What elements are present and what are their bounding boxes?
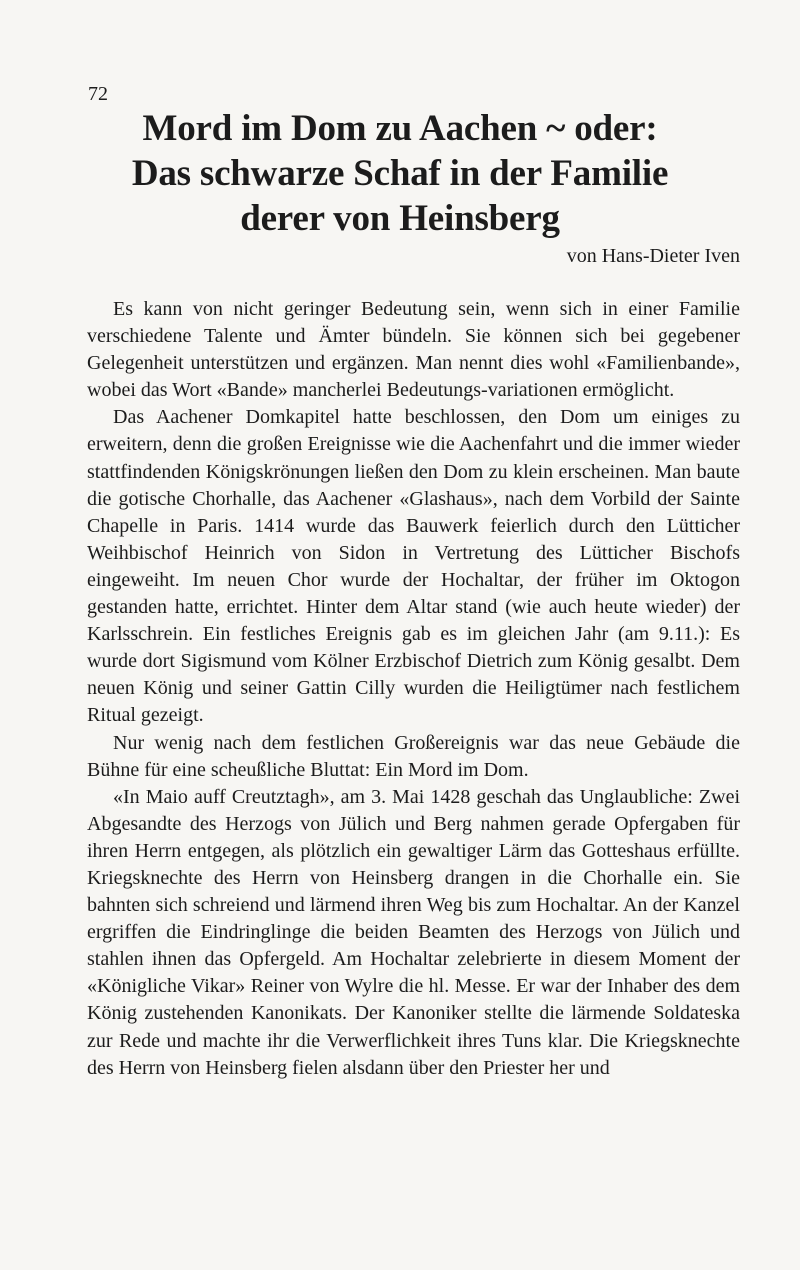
title-line-1: Mord im Dom zu Aachen ~ oder: xyxy=(142,108,658,149)
article-body xyxy=(87,296,740,1082)
article-title xyxy=(80,106,720,241)
paragraph-4: «In Maio auff Creutztagh», am 3. Mai 1428 geschah das Unglaubliche: Zwei Abgesandte des Herzogs von Jülich und Berg nahmen gerade Opfergaben für ihren Herrn entgegen, als plötzlich ein gewaltiger Lärm das Gotteshaus erfüllte. Kriegsknechte des Herrn von Heinsberg drangen in die Chorhalle ein. Sie bahnten sich schreiend und lärmend ihren Weg bis zum Hochaltar. An der Kanzel ergriffen die Eindringlinge die beiden Beamten des Herzogs von Jülich und stahlen ihnen das Opfergeld. Am Hochaltar zelebrierte in diesem Moment der «Königliche Vikar» Reiner von Wylre die hl. Messe. Er war der Inhaber des dem König zustehenden Kanonikats. Der Kanoniker stellte die lärmende Soldateska zur Rede und machte ihr die Verwerflichkeit ihres Tuns klar. Die Kriegsknechte des Herrn von Heinsberg fielen alsdann über den Priester her und xyxy=(87,785,740,1079)
title-line-3: derer von Heinsberg xyxy=(240,198,560,239)
page-number: 72 xyxy=(88,83,108,105)
paragraph-1: Es kann von nicht geringer Bedeutung sein, wenn sich in einer Familie verschiedene Talente und Ämter bündeln. Sie können sich bei gegebener Gelegenheit unterstützen und ergänzen. Man nennt dies wohl «Familienbande», wobei das Wort «Bande» mancherlei Bedeutungs-variationen ermöglicht. xyxy=(87,298,740,402)
paragraph-3: Nur wenig nach dem festlichen Großereignis war das neue Gebäude die Bühne für eine scheußliche Bluttat: Ein Mord im Dom. xyxy=(87,731,740,781)
title-line-2: Das schwarze Schaf in der Familie xyxy=(131,153,669,194)
paragraph-2: Das Aachener Domkapitel hatte beschlossen, den Dom um einiges zu erweitern, denn die großen Ereignisse wie die Aachenfahrt und die immer wieder stattfindenden Königskrönungen ließen den Dom zu klein erscheinen. Man baute die gotische Chorhalle, das Aachener «Glashaus», nach dem Vorbild der Sainte Chapelle in Paris. 1414 wurde das Bauwerk feierlich durch den Lütticher Weihbischof Heinrich von Sidon in Vertretung des Lütticher Bischofs eingeweiht. Im neuen Chor wurde der Hochaltar, der früher im Oktogon gestanden hatte, errichtet. Hinter dem Altar stand (wie auch heute wieder) der Karlsschrein. Ein festliches Ereignis gab es im gleichen Jahr (am 9.11.): Es wurde dort Sigismund vom Kölner Erzbischof Dietrich zum König gesalbt. Dem neuen König und seiner Gattin Cilly wurden die Heiligtümer nach festlichem Ritual gezeigt. xyxy=(87,406,740,727)
author-byline: von Hans-Dieter Iven xyxy=(566,245,740,267)
